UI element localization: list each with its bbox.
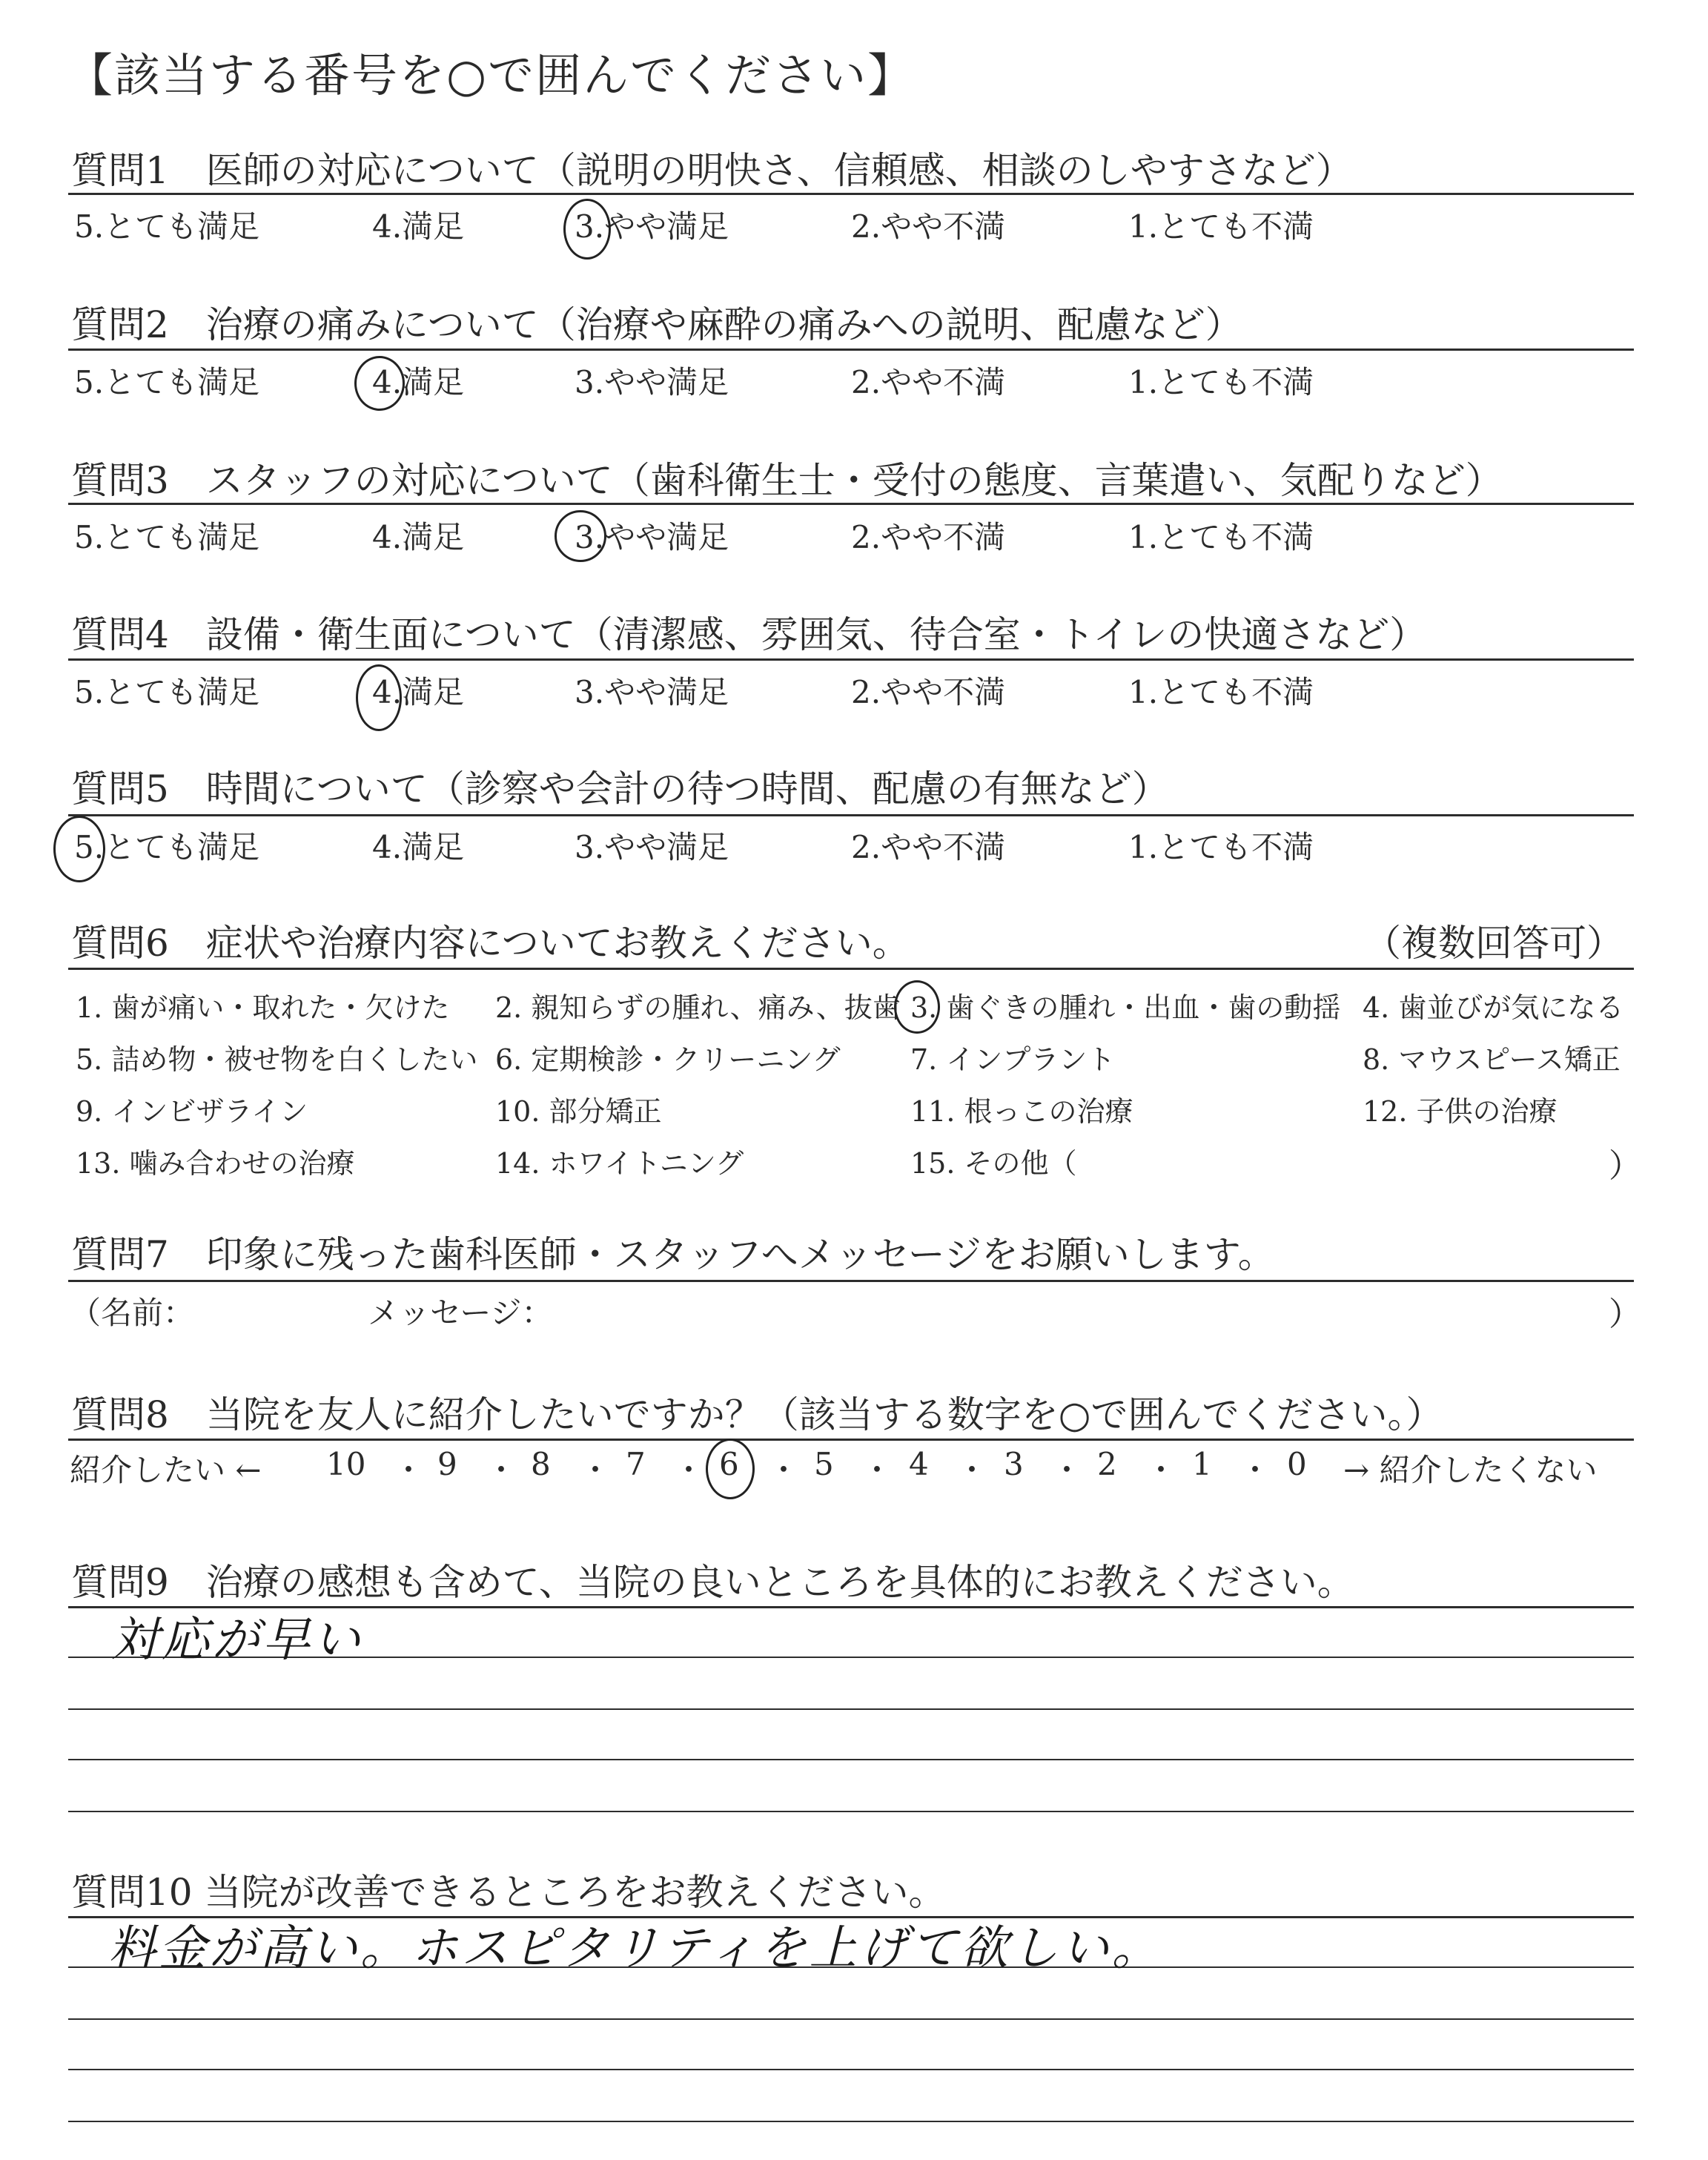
q5-option-5[interactable]: 5.とても満足 <box>74 829 260 865</box>
q4-option-1[interactable]: 1.とても不満 <box>1128 674 1314 710</box>
q8-dot: ・ <box>1239 1452 1271 1488</box>
q4-option-4[interactable]: 4.満足 <box>372 674 465 710</box>
q1-option-2[interactable]: 2.やや不満 <box>851 208 1006 245</box>
q10-title: 質問10 当院が改善できるところをお教えください。 <box>71 1871 946 1914</box>
q10-handwritten-answer: 料金が高い。ホスピタリティを上げて欲しい。 <box>108 1921 1162 1976</box>
q8-dot: ・ <box>673 1452 705 1488</box>
q10-rule-3 <box>68 2018 1634 2020</box>
q10-rule-5 <box>68 2121 1634 2122</box>
q8-dot: ・ <box>956 1452 988 1488</box>
q7-close-paren: ） <box>1609 1295 1641 1333</box>
q8-dot: ・ <box>768 1452 800 1488</box>
q6-item-15[interactable]: 15. その他（ <box>910 1147 1077 1180</box>
q4-title: 質問4 設備・衛生面について（清潔感、雰囲気、待合室・トイレの快適さなど） <box>71 613 1427 656</box>
q7-title: 質問7 印象に残った歯科医師・スタッフへメッセージをお願いします。 <box>71 1233 1275 1276</box>
q10-rule-4 <box>68 2069 1634 2070</box>
q2-option-2[interactable]: 2.やや不満 <box>851 364 1006 400</box>
q8-dot: ・ <box>580 1452 612 1488</box>
q7-name-label: （名前： <box>70 1295 195 1331</box>
q5-title: 質問5 時間について（診察や会計の待つ時間、配慮の有無など） <box>71 767 1169 810</box>
q9-rule-5 <box>68 1811 1634 1812</box>
q9-rule-3 <box>68 1708 1634 1710</box>
q8-score-3[interactable]: 3 <box>1004 1446 1024 1482</box>
q6-item-14[interactable]: 14. ホワイトニング <box>495 1147 744 1180</box>
q4-rule <box>68 658 1634 661</box>
q6-item-7[interactable]: 7. インプラント <box>910 1043 1116 1076</box>
q3-option-2[interactable]: 2.やや不満 <box>851 519 1006 555</box>
q6-rule <box>68 968 1634 970</box>
q3-rule <box>68 503 1634 505</box>
q8-title: 質問8 当院を友人に紹介したいですか？（該当する数字を○で囲んでください。） <box>71 1393 1443 1436</box>
q6-item-5[interactable]: 5. 詰め物・被せ物を白くしたい <box>76 1043 478 1076</box>
q6-selected-circle <box>894 980 940 1034</box>
q8-left-label: 紹介したい ← <box>70 1452 262 1488</box>
q8-selected-circle <box>706 1439 755 1499</box>
q9-title: 質問9 治療の感想も含めて、当院の良いところを具体的にお教えください。 <box>71 1561 1354 1604</box>
q8-right-label: → 紹介したくない <box>1343 1452 1598 1488</box>
q1-option-1[interactable]: 1.とても不満 <box>1128 208 1314 245</box>
q5-rule <box>68 814 1634 816</box>
q1-option-4[interactable]: 4.満足 <box>372 208 465 245</box>
q6-item-3[interactable]: 3. 歯ぐきの腫れ・出血・歯の動揺 <box>910 991 1341 1024</box>
q2-rule <box>68 349 1634 351</box>
q4-option-3[interactable]: 3.やや満足 <box>575 674 729 710</box>
q3-option-3[interactable]: 3.やや満足 <box>575 519 729 555</box>
q4-option-2[interactable]: 2.やや不満 <box>851 674 1006 710</box>
q8-dot: ・ <box>861 1452 893 1488</box>
q8-dot: ・ <box>486 1452 517 1488</box>
q4-option-5[interactable]: 5.とても満足 <box>74 674 260 710</box>
q8-score-9[interactable]: 9 <box>437 1446 457 1482</box>
q7-rule <box>68 1280 1634 1282</box>
q6-item-1[interactable]: 1. 歯が痛い・取れた・欠けた <box>76 991 450 1024</box>
q7-message-label: メッセージ： <box>368 1295 553 1331</box>
q1-option-3[interactable]: 3.やや満足 <box>575 208 729 245</box>
q8-score-10[interactable]: 10 <box>326 1446 366 1482</box>
q2-option-3[interactable]: 3.やや満足 <box>575 364 729 400</box>
q8-score-6[interactable]: 6 <box>719 1446 739 1482</box>
q8-score-5[interactable]: 5 <box>814 1446 834 1482</box>
q8-dot: ・ <box>1051 1452 1083 1488</box>
q6-item-4[interactable]: 4. 歯並びが気になる <box>1363 991 1624 1024</box>
q5-option-4[interactable]: 4.満足 <box>372 829 465 865</box>
q5-option-3[interactable]: 3.やや満足 <box>575 829 729 865</box>
q5-option-1[interactable]: 1.とても不満 <box>1128 829 1314 865</box>
q6-item-2[interactable]: 2. 親知らずの腫れ、痛み、抜歯 <box>495 991 901 1024</box>
q1-option-5[interactable]: 5.とても満足 <box>74 208 260 245</box>
q1-title: 質問1 医師の対応について（説明の明快さ、信頼感、相談のしやすさなど） <box>71 149 1353 192</box>
q6-multiple-note: （複数回答可） <box>1364 922 1623 965</box>
q6-item-11[interactable]: 11. 根っこの治療 <box>910 1095 1133 1128</box>
q6-item-12[interactable]: 12. 子供の治療 <box>1363 1095 1558 1128</box>
q5-selected-circle <box>53 816 105 882</box>
q1-rule <box>68 193 1634 195</box>
q3-option-1[interactable]: 1.とても不満 <box>1128 519 1314 555</box>
q6-title: 質問6 症状や治療内容についてお教えください。 <box>71 922 910 965</box>
q6-close-paren: ） <box>1609 1147 1641 1185</box>
q6-item-8[interactable]: 8. マウスピース矯正 <box>1363 1043 1621 1076</box>
q2-title: 質問2 治療の痛みについて（治療や麻酔の痛みへの説明、配慮など） <box>71 303 1242 346</box>
q8-score-1[interactable]: 1 <box>1192 1446 1212 1482</box>
q2-selected-circle <box>354 356 405 411</box>
q8-score-4[interactable]: 4 <box>909 1446 929 1482</box>
q8-score-8[interactable]: 8 <box>531 1446 551 1482</box>
q9-handwritten-answer: 対応が早い <box>111 1613 363 1668</box>
q8-score-7[interactable]: 7 <box>626 1446 646 1482</box>
q5-option-2[interactable]: 2.やや不満 <box>851 829 1006 865</box>
q6-item-10[interactable]: 10. 部分矯正 <box>495 1095 662 1128</box>
q9-rule-4 <box>68 1759 1634 1760</box>
q6-item-6[interactable]: 6. 定期検診・クリーニング <box>495 1043 841 1076</box>
q8-score-2[interactable]: 2 <box>1097 1446 1117 1482</box>
q8-dot: ・ <box>1145 1452 1177 1488</box>
q3-selected-circle <box>555 510 606 562</box>
page-title: 【該当する番号を○で囲んでください】 <box>67 48 916 102</box>
q2-option-4[interactable]: 4.満足 <box>372 364 465 400</box>
q2-option-5[interactable]: 5.とても満足 <box>74 364 260 400</box>
q8-score-0[interactable]: 0 <box>1287 1446 1307 1482</box>
q4-selected-circle <box>356 664 402 731</box>
q3-title: 質問3 スタッフの対応について（歯科衛生士・受付の態度、言葉遣い、気配りなど） <box>71 459 1503 502</box>
q6-item-9[interactable]: 9. インビザライン <box>76 1095 308 1128</box>
q8-dot: ・ <box>393 1452 425 1488</box>
q3-option-4[interactable]: 4.満足 <box>372 519 465 555</box>
q6-item-13[interactable]: 13. 噛み合わせの治療 <box>76 1147 355 1180</box>
q1-selected-circle <box>563 199 611 260</box>
q3-option-5[interactable]: 5.とても満足 <box>74 519 260 555</box>
q2-option-1[interactable]: 1.とても不満 <box>1128 364 1314 400</box>
q8-rule <box>68 1439 1634 1441</box>
